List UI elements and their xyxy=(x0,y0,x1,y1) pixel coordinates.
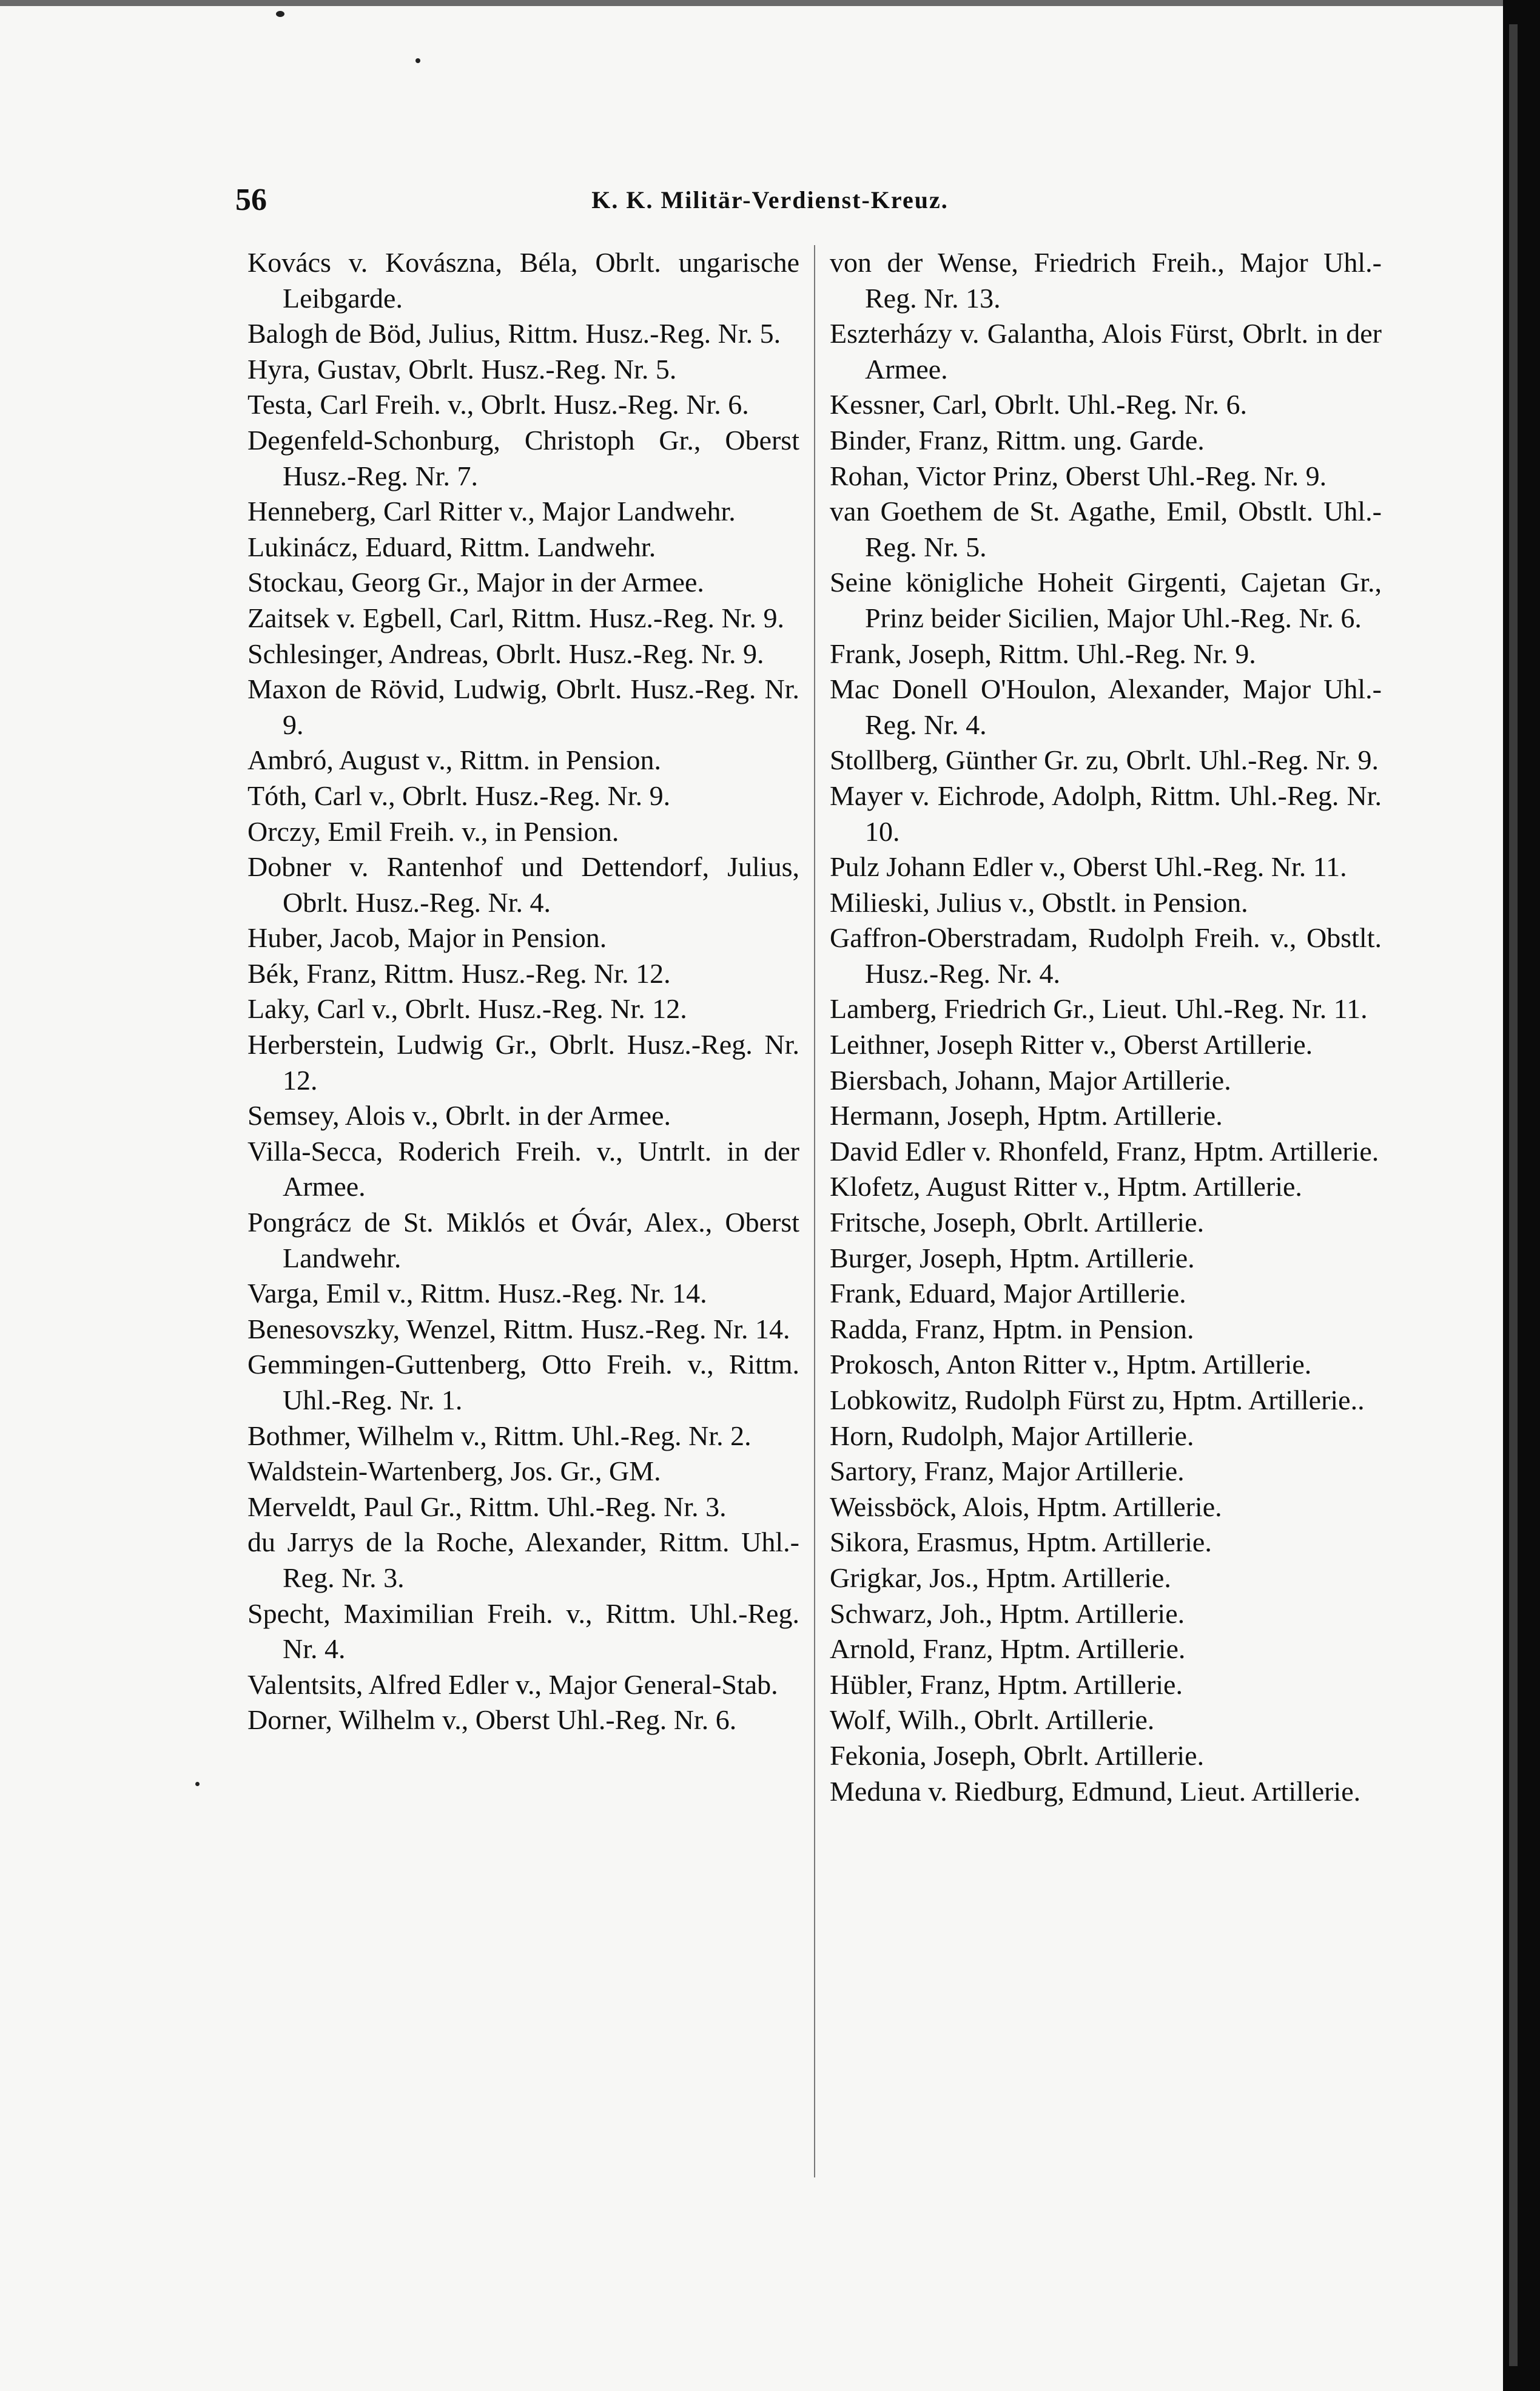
ink-speck xyxy=(276,11,284,17)
list-entry: Sikora, Erasmus, Hptm. Artillerie. xyxy=(830,1526,1212,1558)
list-entry: Gaffron-Oberstradam, Rudolph Freih. v., Obstlt. Husz.-Reg. Nr. 4. xyxy=(830,922,1382,989)
list-entry: Testa, Carl Freih. v., Obrlt. Husz.-Reg. Nr. 6. xyxy=(247,389,749,420)
list-entry: Pongrácz de St. Miklós et Óvár, Alex., Oberst Landwehr. xyxy=(247,1207,799,1273)
list-entry: Rohan, Victor Prinz, Oberst Uhl.-Reg. Nr. 9. xyxy=(830,460,1327,491)
list-entry: Henneberg, Carl Ritter v., Major Landwehr. xyxy=(247,496,736,527)
list-entry: Lukinácz, Eduard, Rittm. Landwehr. xyxy=(247,531,656,562)
list-entry: Frank, Eduard, Major Artillerie. xyxy=(830,1278,1186,1309)
list-entry: Varga, Emil v., Rittm. Husz.-Reg. Nr. 14. xyxy=(247,1278,707,1309)
list-entry: Frank, Joseph, Rittm. Uhl.-Reg. Nr. 9. xyxy=(830,638,1256,669)
list-entry: Specht, Maximilian Freih. v., Rittm. Uhl.-Reg. Nr. 4. xyxy=(247,1597,799,1665)
list-entry: Arnold, Franz, Hptm. Artillerie. xyxy=(830,1633,1186,1665)
list-entry: Ambró, August v., Rittm. in Pension. xyxy=(247,744,661,776)
list-entry: Weissböck, Alois, Hptm. Artillerie. xyxy=(830,1491,1222,1522)
list-entry: Biersbach, Johann, Major Artillerie. xyxy=(830,1064,1231,1096)
left-column xyxy=(247,245,799,1738)
list-entry: Mayer v. Eichrode, Adolph, Rittm. Uhl.-Reg. Nr. 10. xyxy=(830,780,1382,847)
list-entry: Fekonia, Joseph, Obrlt. Artillerie. xyxy=(830,1739,1205,1771)
list-entry: Dorner, Wilhelm v., Oberst Uhl.-Reg. Nr. 6. xyxy=(247,1704,737,1736)
ink-speck xyxy=(415,58,420,63)
list-entry: Klofetz, August Ritter v., Hptm. Artillerie. xyxy=(830,1171,1302,1202)
list-entry: Hermann, Joseph, Hptm. Artillerie. xyxy=(830,1100,1223,1131)
list-entry: Benesovszky, Wenzel, Rittm. Husz.-Reg. Nr. 14. xyxy=(247,1313,790,1344)
page-number: 56 xyxy=(235,183,267,217)
list-entry: Pulz Johann Edler v., Oberst Uhl.-Reg. Nr. 11. xyxy=(830,851,1347,883)
list-entry: Balogh de Böd, Julius, Rittm. Husz.-Reg. Nr. 5. xyxy=(247,318,781,349)
list-entry: Grigkar, Jos., Hptm. Artillerie. xyxy=(830,1562,1171,1593)
column-divider xyxy=(814,245,815,2177)
list-entry: Radda, Franz, Hptm. in Pension. xyxy=(830,1313,1194,1344)
list-entry: Huber, Jacob, Major in Pension. xyxy=(247,922,607,954)
list-entry: Maxon de Rövid, Ludwig, Obrlt. Husz.-Reg. Nr. 9. xyxy=(247,673,799,740)
list-entry: Laky, Carl v., Obrlt. Husz.-Reg. Nr. 12. xyxy=(247,993,687,1025)
list-entry: Valentsits, Alfred Edler v., Major General-Stab. xyxy=(247,1668,778,1700)
list-entry: Mac Donell O'Houlon, Alexander, Major Uhl.-Reg. Nr. 4. xyxy=(830,673,1382,740)
list-entry: Herberstein, Ludwig Gr., Obrlt. Husz.-Reg. Nr. 12. xyxy=(247,1029,799,1096)
list-entry: Leithner, Joseph Ritter v., Oberst Artillerie. xyxy=(830,1029,1313,1061)
list-entry: Kessner, Carl, Obrlt. Uhl.-Reg. Nr. 6. xyxy=(830,389,1248,420)
list-entry: David Edler v. Rhonfeld, Franz, Hptm. Artillerie. xyxy=(830,1135,1379,1167)
ink-speck xyxy=(195,1782,200,1786)
list-entry: Sartory, Franz, Major Artillerie. xyxy=(830,1455,1185,1487)
list-entry: Degenfeld-Schonburg, Christoph Gr., Oberst Husz.-Reg. Nr. 7. xyxy=(247,424,799,491)
list-entry: Bék, Franz, Rittm. Husz.-Reg. Nr. 12. xyxy=(247,957,671,989)
list-entry: Milieski, Julius v., Obstlt. in Pension. xyxy=(830,886,1248,918)
list-entry: Seine königliche Hoheit Girgenti, Cajetan Gr., Prinz beider Sicilien, Major Uhl.-Reg. Nr. 6. xyxy=(830,567,1382,633)
right-column xyxy=(830,245,1382,1809)
list-entry: Eszterházy v. Galantha, Alois Fürst, Obrlt. in der Armee. xyxy=(830,318,1382,385)
list-entry: Burger, Joseph, Hptm. Artillerie. xyxy=(830,1242,1195,1273)
list-entry: Zaitsek v. Egbell, Carl, Rittm. Husz.-Reg. Nr. 9. xyxy=(247,602,784,633)
list-entry: Binder, Franz, Rittm. ung. Garde. xyxy=(830,424,1205,456)
list-entry: Hyra, Gustav, Obrlt. Husz.-Reg. Nr. 5. xyxy=(247,353,677,385)
list-entry: Dobner v. Rantenhof und Dettendorf, Julius, Obrlt. Husz.-Reg. Nr. 4. xyxy=(247,851,799,918)
list-entry: Orczy, Emil Freih. v., in Pension. xyxy=(247,815,619,847)
list-entry: Lobkowitz, Rudolph Fürst zu, Hptm. Artillerie.. xyxy=(830,1384,1365,1415)
list-entry: Horn, Rudolph, Major Artillerie. xyxy=(830,1420,1194,1451)
spine-shadow xyxy=(1509,24,1518,2366)
list-entry: Meduna v. Riedburg, Edmund, Lieut. Artillerie. xyxy=(830,1775,1361,1807)
list-entry: Stockau, Georg Gr., Major in der Armee. xyxy=(247,567,704,598)
list-entry: Schlesinger, Andreas, Obrlt. Husz.-Reg. Nr. 9. xyxy=(247,638,764,669)
list-entry: Hübler, Franz, Hptm. Artillerie. xyxy=(830,1668,1183,1700)
list-entry: Bothmer, Wilhelm v., Rittm. Uhl.-Reg. Nr. 2. xyxy=(247,1420,752,1451)
list-entry: Lamberg, Friedrich Gr., Lieut. Uhl.-Reg. Nr. 11. xyxy=(830,993,1368,1025)
list-entry: Kovács v. Kovászna, Béla, Obrlt. ungarische Leibgarde. xyxy=(247,247,799,314)
list-entry: Gemmingen-Guttenberg, Otto Freih. v., Rittm. Uhl.-Reg. Nr. 1. xyxy=(247,1349,799,1415)
list-entry: du Jarrys de la Roche, Alexander, Rittm. Uhl.-Reg. Nr. 3. xyxy=(247,1526,799,1593)
running-title: K. K. Militär-Verdienst-Kreuz. xyxy=(591,186,949,214)
list-entry: van Goethem de St. Agathe, Emil, Obstlt. Uhl.-Reg. Nr. 5. xyxy=(830,496,1382,562)
list-entry: Stollberg, Günther Gr. zu, Obrlt. Uhl.-Reg. Nr. 9. xyxy=(830,744,1379,776)
list-entry: Schwarz, Joh., Hptm. Artillerie. xyxy=(830,1597,1185,1629)
list-entry: Waldstein-Wartenberg, Jos. Gr., GM. xyxy=(247,1455,661,1487)
top-scan-edge xyxy=(0,0,1503,6)
list-entry: Prokosch, Anton Ritter v., Hptm. Artillerie. xyxy=(830,1349,1312,1380)
list-entry: Merveldt, Paul Gr., Rittm. Uhl.-Reg. Nr. 3. xyxy=(247,1491,727,1522)
list-entry: Fritsche, Joseph, Obrlt. Artillerie. xyxy=(830,1207,1205,1238)
list-entry: von der Wense, Friedrich Freih., Major Uhl.-Reg. Nr. 13. xyxy=(830,247,1382,314)
list-entry: Wolf, Wilh., Obrlt. Artillerie. xyxy=(830,1704,1155,1736)
list-entry: Villa-Secca, Roderich Freih. v., Untrlt. in der Armee. xyxy=(247,1135,799,1202)
list-entry: Tóth, Carl v., Obrlt. Husz.-Reg. Nr. 9. xyxy=(247,780,671,811)
list-entry: Semsey, Alois v., Obrlt. in der Armee. xyxy=(247,1100,671,1131)
